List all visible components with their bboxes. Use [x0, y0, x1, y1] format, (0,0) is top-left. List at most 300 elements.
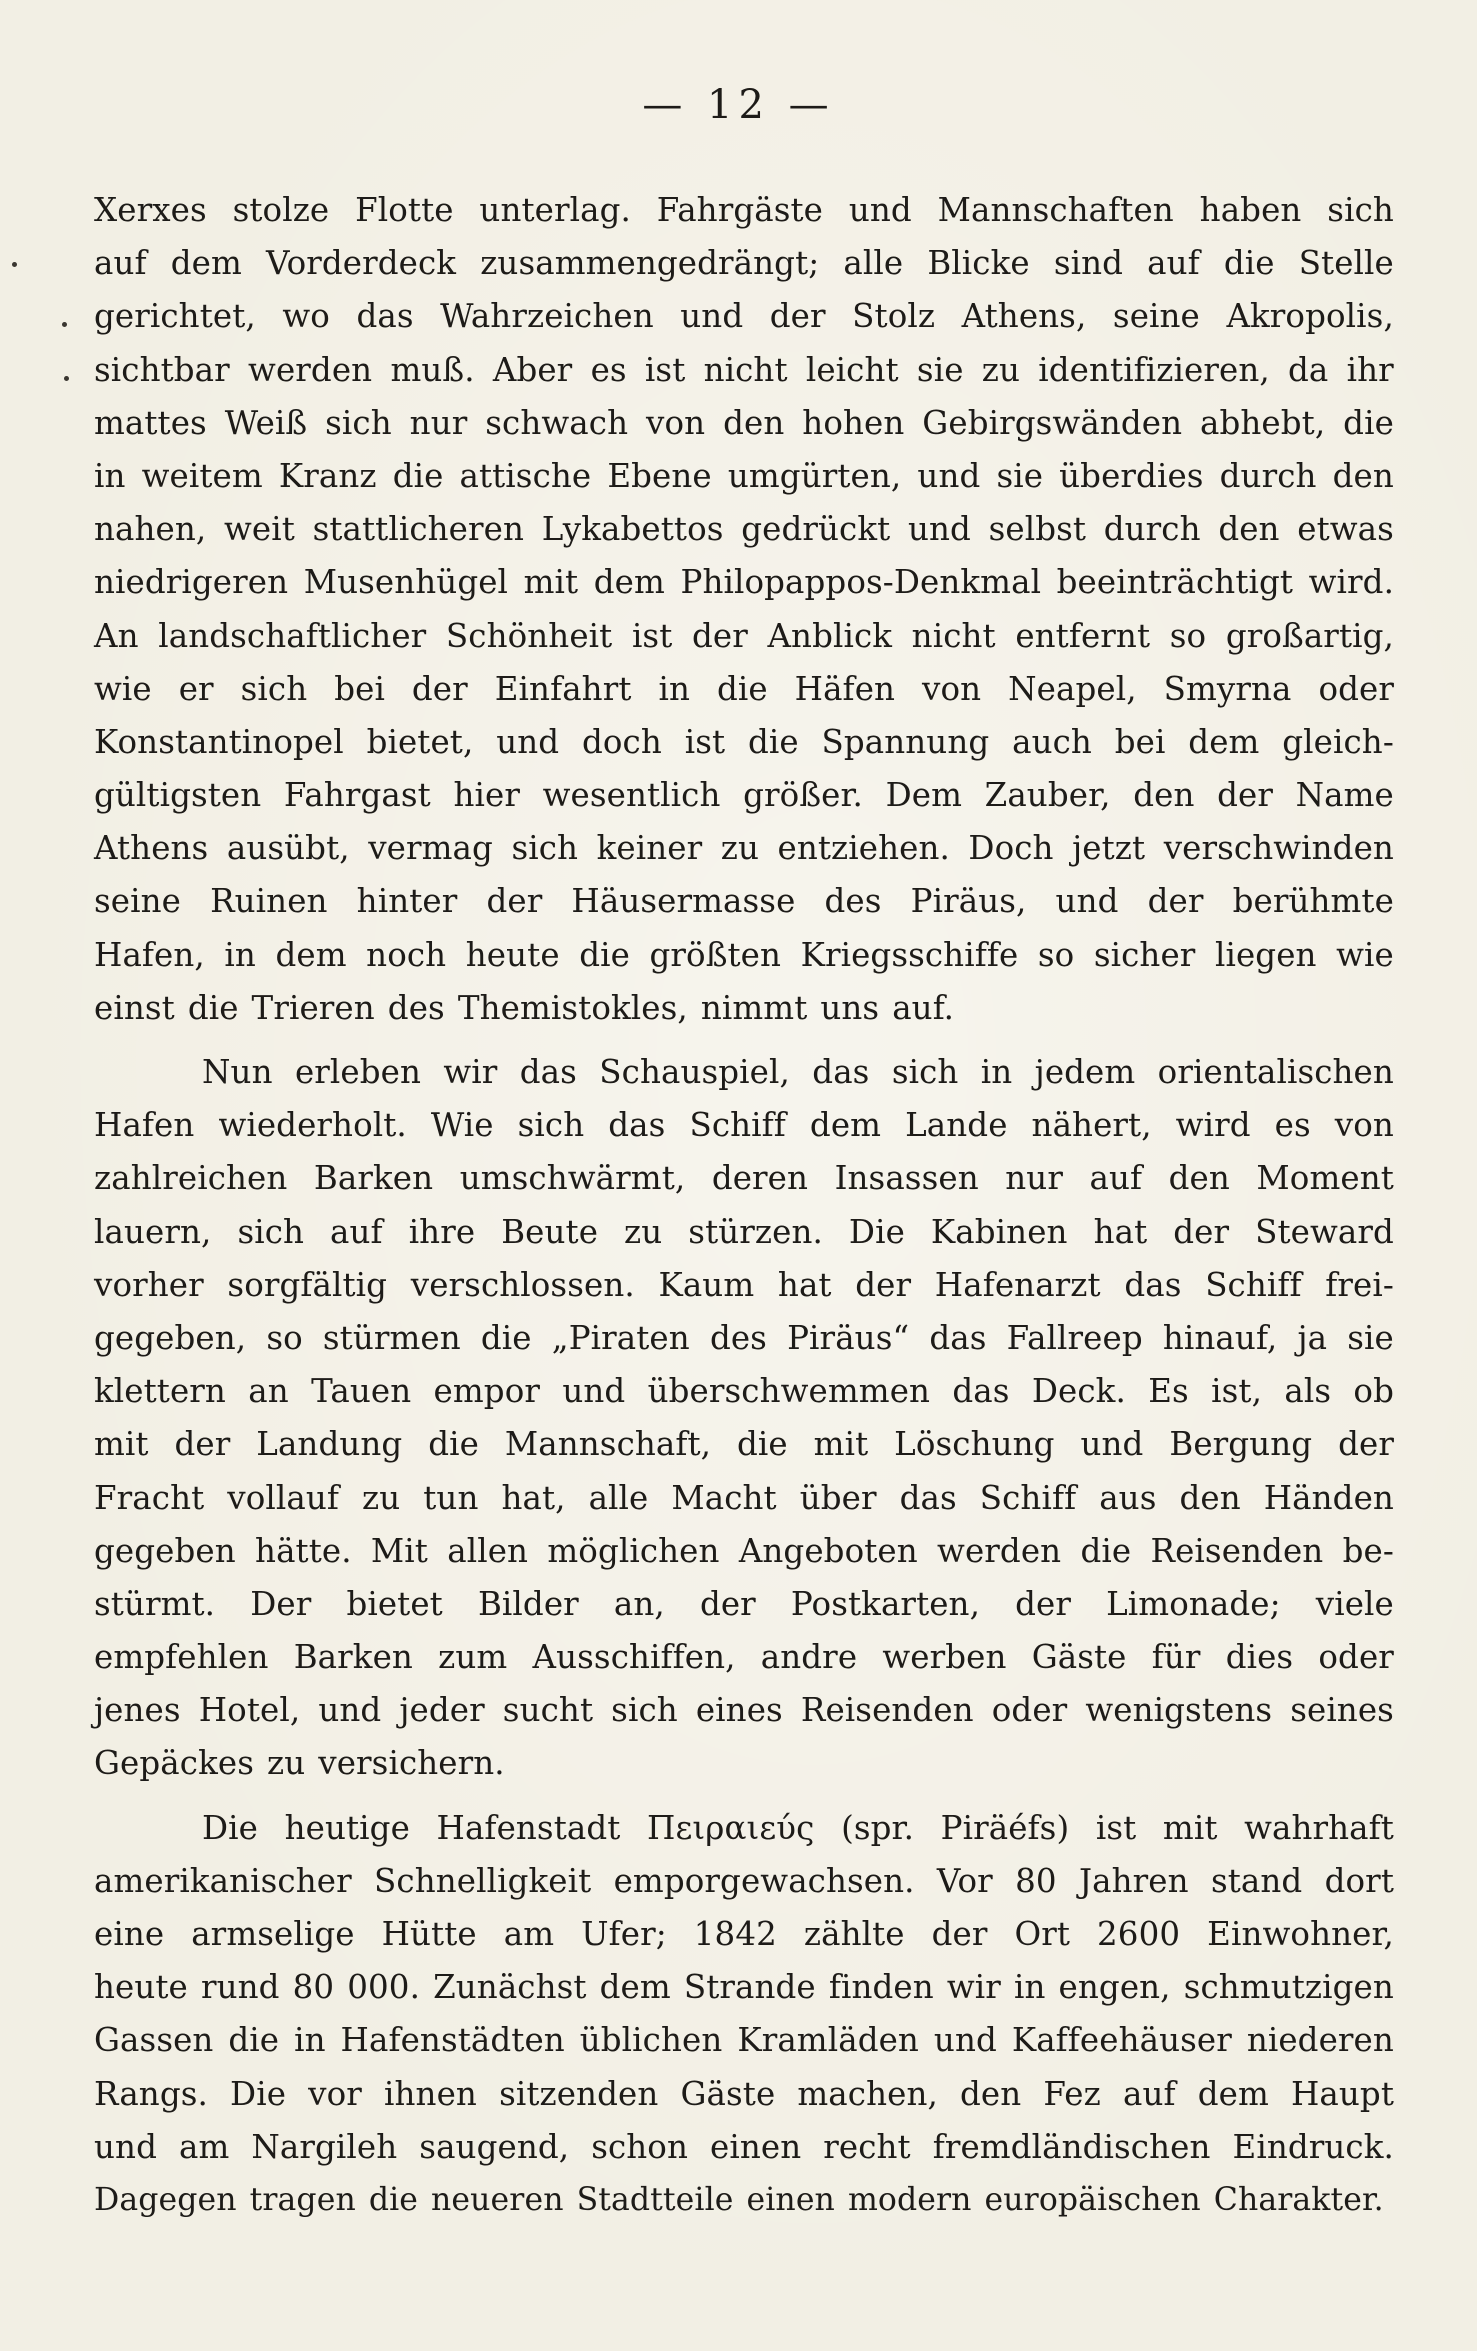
word: und: [562, 1372, 626, 1411]
word: der: [769, 297, 826, 336]
word: hat,: [501, 1478, 566, 1517]
word: des: [387, 988, 445, 1027]
word: die: [579, 935, 630, 974]
word: Kaum: [658, 1265, 755, 1304]
word: stolze: [232, 191, 330, 229]
text-line: [94, 2174, 1394, 2227]
word: abhebt,: [1200, 403, 1326, 442]
word: jeder: [399, 1691, 485, 1730]
word: Bergung: [1169, 1425, 1313, 1464]
word: Hütte: [381, 1915, 477, 1953]
word: wird: [1175, 1106, 1251, 1145]
word: zu: [720, 829, 759, 868]
text-line: [94, 769, 1394, 822]
word: sucht: [502, 1691, 594, 1730]
word: Schönheit: [445, 616, 613, 655]
word: Ufer;: [581, 1915, 667, 1953]
word: von: [922, 669, 982, 708]
word: größer.: [743, 776, 863, 815]
word: muß.: [390, 350, 475, 389]
word: das: [812, 1053, 870, 1091]
word: weitem: [141, 456, 263, 495]
word: werden: [248, 350, 373, 389]
word: hier: [453, 776, 520, 815]
word: Blicke: [927, 244, 1030, 283]
word: Hafenstädten: [340, 2021, 565, 2060]
word: Akropolis,: [1226, 297, 1394, 336]
word: „Piraten: [551, 1318, 690, 1357]
word: wiederholt.: [218, 1106, 407, 1145]
text-line: [94, 237, 1394, 290]
word: gegeben,: [94, 1318, 247, 1357]
word: Ebene: [607, 456, 712, 495]
word: entfernt: [1015, 616, 1151, 655]
word: hat: [1093, 1212, 1148, 1251]
word: die: [1223, 244, 1275, 283]
word: auch: [1012, 722, 1092, 761]
word: sorgfältig: [227, 1265, 388, 1304]
word: zu: [624, 1212, 663, 1251]
word: an: [248, 1372, 289, 1411]
word: Hotel,: [198, 1691, 301, 1730]
word: etwas: [1297, 510, 1394, 549]
text-line: [94, 1259, 1394, 1312]
word: und: [496, 722, 560, 761]
text-line: [94, 1802, 1394, 1855]
word: selbst: [988, 510, 1087, 549]
text-line: [94, 184, 1394, 237]
word: Ort: [1014, 1915, 1071, 1953]
word: Fahrgäste: [656, 191, 823, 229]
word: der: [699, 1584, 756, 1623]
word: Gepäckes: [94, 1744, 254, 1783]
word: nur: [409, 403, 468, 442]
word: niederen: [1246, 2021, 1394, 2060]
word: mattes: [94, 403, 207, 442]
word: Charakter.: [1213, 2181, 1384, 2218]
word: Nun: [202, 1053, 273, 1091]
word: deren: [711, 1159, 809, 1198]
text-line: [94, 556, 1394, 609]
word: allen: [447, 1531, 529, 1570]
word: Barken: [293, 1638, 413, 1677]
word: den: [1218, 510, 1280, 549]
word: verschlossen.: [410, 1265, 635, 1304]
word: Musenhügel: [303, 563, 509, 602]
text-line: [94, 450, 1394, 503]
word: uns: [820, 988, 880, 1027]
word: dem: [599, 1968, 671, 2007]
word: einen: [710, 2127, 802, 2166]
word: den: [723, 403, 785, 442]
word: ist: [631, 616, 673, 655]
word: Vorderdeck: [265, 244, 457, 283]
word: Stolz: [852, 297, 936, 336]
word: Schiff: [979, 1478, 1077, 1517]
word: zu: [362, 1478, 401, 1517]
word: ist: [644, 350, 686, 389]
word: der: [1015, 1584, 1071, 1623]
word: sie: [996, 456, 1044, 495]
text-line: [94, 1961, 1394, 2014]
word: Die: [848, 1212, 905, 1251]
word: für: [1151, 1638, 1201, 1677]
word: Einwohner,: [1207, 1915, 1394, 1953]
word: doch: [581, 722, 662, 761]
word: Bilder: [477, 1584, 579, 1623]
word: gerichtet,: [94, 297, 256, 336]
word: ihre: [408, 1212, 476, 1251]
word: emporgewachsen.: [613, 1861, 915, 1900]
word: nähert,: [1031, 1106, 1152, 1145]
word: orientalischen: [1157, 1053, 1394, 1091]
word: (spr.: [841, 1808, 915, 1847]
word: auf.: [892, 988, 955, 1027]
word: wird.: [1308, 563, 1394, 602]
word: bei: [334, 669, 385, 708]
word: auf: [94, 244, 147, 283]
word: Tauen: [311, 1372, 412, 1411]
text-line: [94, 397, 1394, 450]
word: der: [174, 1425, 231, 1464]
word: frei-: [1325, 1265, 1394, 1304]
word: in: [294, 2021, 326, 2060]
word: tun: [423, 1478, 479, 1517]
word: vor: [308, 2074, 362, 2113]
paragraph-1: [94, 184, 1394, 1035]
word: Moment: [1256, 1159, 1394, 1198]
word: die: [187, 988, 239, 1027]
word: sich: [1327, 191, 1394, 229]
word: Piräus,: [910, 882, 1027, 921]
text-line: [94, 1578, 1394, 1631]
word: 2600: [1097, 1915, 1181, 1953]
word: überschwemmen: [647, 1372, 931, 1411]
word: Athens: [94, 829, 209, 868]
word: üblichen: [579, 2021, 723, 2060]
word: Gäste: [1031, 1638, 1127, 1677]
word: der: [411, 669, 468, 708]
word: europäischen: [984, 2181, 1201, 2218]
text-line: [94, 2121, 1394, 2174]
text-line: [94, 1312, 1394, 1365]
word: Weiß: [224, 403, 308, 442]
word: tragen: [249, 2181, 356, 2218]
word: vermag: [368, 829, 493, 868]
word: die: [747, 722, 799, 761]
word: wenigstens: [1085, 1691, 1273, 1730]
word: großartig,: [1225, 616, 1394, 655]
word: die: [737, 1425, 788, 1464]
word: oder: [1318, 669, 1394, 708]
word: Kramläden: [737, 2021, 919, 2060]
word: die: [392, 456, 444, 495]
word: Xerxes: [94, 191, 207, 229]
word: Reisenden: [800, 1691, 974, 1730]
word: Ruinen: [210, 882, 328, 921]
word: stürmen: [322, 1318, 461, 1357]
word: Schauspiel,: [599, 1053, 790, 1091]
text-line: [94, 822, 1394, 875]
word: Wahrzeichen: [440, 297, 654, 336]
text-line: [94, 1737, 1394, 1790]
text-line: [94, 1472, 1394, 1525]
word: umgürten,: [727, 456, 902, 495]
word: der: [1338, 1425, 1394, 1464]
word: jedem: [1034, 1053, 1136, 1091]
word: oder: [1318, 1638, 1394, 1677]
word: Dagegen: [94, 2181, 237, 2218]
word: bietet,: [366, 722, 474, 761]
word: Mannschaften: [937, 191, 1174, 229]
word: berühmte: [1232, 882, 1394, 921]
word: attische: [459, 456, 592, 495]
word: Anblick: [767, 616, 893, 655]
text-line: [94, 663, 1394, 716]
word: an,: [613, 1584, 665, 1623]
word: Es: [1148, 1372, 1189, 1411]
text-line: [94, 1099, 1394, 1152]
word: in: [224, 935, 256, 974]
word: und: [917, 456, 981, 495]
word: Schiff: [689, 1106, 786, 1145]
word: heute: [94, 1968, 188, 2007]
word: wo: [282, 297, 330, 336]
text-line: [94, 1152, 1394, 1205]
word: gedrückt: [741, 510, 891, 549]
word: Fallreep: [1006, 1318, 1143, 1357]
text-line: [94, 1418, 1394, 1471]
word: Piräéfs): [940, 1808, 1070, 1847]
word: in: [1013, 1968, 1046, 2007]
word: Ausschiffen,: [532, 1638, 736, 1677]
word: modern: [847, 2181, 972, 2218]
word: gegeben: [94, 1531, 236, 1570]
text-line: [94, 875, 1394, 928]
word: Deck.: [1031, 1372, 1126, 1411]
word: Postkarten,: [790, 1584, 981, 1623]
word: dies: [1225, 1638, 1294, 1677]
word: Barken: [313, 1159, 434, 1198]
word: 1842: [693, 1915, 777, 1953]
text-line: [94, 1631, 1394, 1684]
word: und: [1080, 1425, 1144, 1464]
word: und: [1055, 882, 1119, 921]
word: bei: [1114, 722, 1166, 761]
word: stattlicheren: [312, 510, 525, 549]
text-line: [94, 982, 1394, 1035]
word: jenes: [94, 1691, 181, 1730]
text-line: [94, 929, 1394, 982]
word: dem: [809, 1106, 882, 1145]
word: und: [848, 191, 912, 229]
word: sichtbar: [94, 350, 230, 389]
word: sich: [325, 403, 392, 442]
word: engen,: [1058, 1968, 1171, 2007]
word: nicht: [703, 350, 788, 389]
word: vollauf: [227, 1478, 340, 1517]
word: Händen: [1263, 1478, 1394, 1517]
word: den: [1179, 1478, 1241, 1517]
margin-mark: [12, 262, 17, 267]
word: lauern,: [94, 1212, 212, 1251]
word: Kaffeehäuser: [1011, 2021, 1232, 2060]
word: Aber: [492, 350, 573, 389]
word: den: [1332, 456, 1394, 495]
word: dem: [593, 563, 665, 602]
word: die: [480, 1318, 532, 1357]
word: ist,: [1211, 1372, 1263, 1411]
word: Doch: [968, 829, 1054, 868]
word: sich: [511, 829, 579, 868]
word: Häfen: [794, 669, 896, 708]
word: Neapel,: [1008, 669, 1137, 708]
word: Athens,: [961, 297, 1087, 336]
word: der: [1217, 776, 1273, 815]
word: leicht: [805, 350, 899, 389]
word: dem: [170, 244, 242, 283]
word: Der: [250, 1584, 312, 1623]
word: aus: [1099, 1478, 1157, 1517]
word: mit: [523, 563, 579, 602]
word: Angeboten: [738, 1531, 918, 1570]
text-line: [94, 1684, 1394, 1737]
word: in: [658, 669, 690, 708]
word: zum: [438, 1638, 508, 1677]
word: Insassen: [834, 1159, 979, 1198]
word: werden: [937, 1531, 1062, 1570]
word: schmutzigen: [1183, 1968, 1394, 2007]
word: rund: [200, 1968, 280, 2007]
word: Trieren: [251, 988, 375, 1027]
word: hinauf,: [1162, 1318, 1278, 1357]
word: Konstantinopel: [94, 722, 344, 761]
word: ist: [1095, 1808, 1137, 1847]
word: fremdländischen: [932, 2127, 1211, 2166]
word: Mannschaft,: [504, 1425, 712, 1464]
word: die: [368, 2181, 419, 2218]
word: Lykabettos: [541, 510, 724, 549]
word: Mit: [370, 1531, 428, 1570]
word: Kriegsschiffe: [800, 935, 1019, 974]
word: und: [907, 510, 971, 549]
word: wie: [94, 669, 152, 708]
word: wahrhaft: [1244, 1808, 1394, 1847]
word: in: [94, 456, 126, 495]
word: einst: [94, 988, 175, 1027]
word: den: [960, 2074, 1022, 2113]
word: zu: [266, 1744, 306, 1783]
word: Fez: [1043, 2074, 1101, 2113]
word: Landung: [256, 1425, 403, 1464]
word: saugend,: [419, 2127, 570, 2166]
word: ob: [1353, 1372, 1394, 1411]
word: wie: [1336, 935, 1394, 974]
word: ihr: [1346, 350, 1394, 389]
word: heute: [465, 935, 560, 974]
word: Dem: [885, 776, 963, 815]
word: zusammengedrängt;: [480, 244, 820, 283]
word: und: [318, 1691, 382, 1730]
word: über: [799, 1478, 877, 1517]
text-line: [94, 1206, 1394, 1259]
word: bietet: [346, 1584, 443, 1623]
word: 80: [292, 1968, 335, 2007]
word: Gassen: [94, 2021, 214, 2060]
word: stürmt.: [94, 1584, 216, 1623]
word: auf: [330, 1212, 383, 1251]
margin-mark: [62, 322, 67, 327]
word: es: [1274, 1106, 1311, 1145]
word: Nargileh: [251, 2127, 398, 2166]
word: Haupt: [1290, 2074, 1394, 2113]
word: so: [1169, 616, 1207, 655]
word: Jahren: [1078, 1861, 1189, 1900]
word: Lande: [905, 1106, 1008, 1145]
body-text: [94, 184, 1394, 2227]
word: finden: [828, 1968, 934, 2007]
text-line: [94, 1046, 1394, 1099]
margin-mark: [64, 376, 69, 381]
word: 80: [1015, 1861, 1057, 1900]
word: durch: [1103, 510, 1201, 549]
word: den: [1168, 1159, 1230, 1198]
page-number: — 12 —: [642, 82, 835, 128]
word: heutige: [284, 1808, 410, 1847]
word: wesentlich: [542, 776, 721, 815]
word: er: [178, 669, 214, 708]
word: werben: [882, 1638, 1007, 1677]
word: nur: [1005, 1159, 1063, 1198]
word: eine: [94, 1915, 165, 1953]
word: von: [1334, 1106, 1394, 1145]
word: zahlreichen: [94, 1159, 288, 1198]
word: seine: [1112, 297, 1200, 336]
word: sich: [517, 1106, 585, 1145]
word: vorher: [94, 1265, 204, 1304]
text-line: [94, 503, 1394, 556]
word: sicher: [1093, 935, 1196, 974]
word: größten: [649, 935, 782, 974]
word: den: [1133, 776, 1195, 815]
word: verschwinden: [1163, 829, 1394, 868]
word: Häusermasse: [571, 882, 796, 921]
word: empor: [433, 1372, 541, 1411]
word: gültigsten: [94, 776, 262, 815]
word: so: [266, 1318, 303, 1357]
word: sind: [1053, 244, 1124, 283]
word: Beute: [501, 1212, 599, 1251]
word: unterlag.: [479, 191, 631, 229]
word: hat: [777, 1265, 832, 1304]
word: in: [980, 1053, 1013, 1091]
word: Die: [230, 2074, 287, 2113]
word: und: [680, 297, 744, 336]
word: klettern: [94, 1372, 226, 1411]
word: und: [933, 2021, 997, 2060]
word: des: [824, 882, 882, 921]
word: Steward: [1255, 1212, 1394, 1251]
word: dem: [275, 935, 347, 974]
word: weit: [224, 510, 295, 549]
word: Πειραιεύς: [647, 1808, 815, 1847]
word: am: [178, 2127, 230, 2166]
word: dort: [1324, 1861, 1394, 1900]
word: sich: [237, 1212, 305, 1251]
word: liegen: [1214, 935, 1317, 974]
word: noch: [366, 935, 447, 974]
word: Macht: [671, 1478, 777, 1517]
